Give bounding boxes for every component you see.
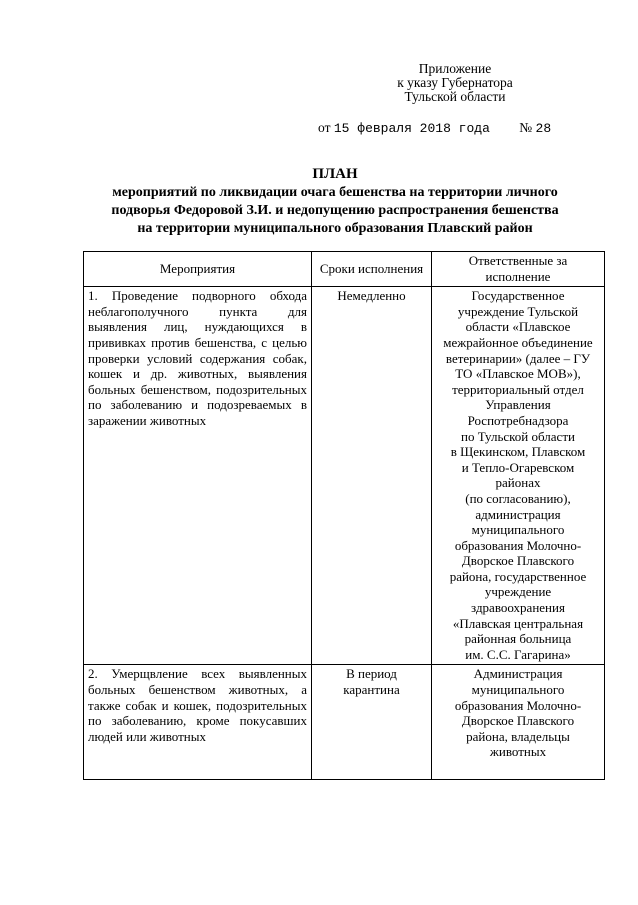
annex-note (380, 62, 530, 104)
plan-title (70, 165, 600, 238)
responsible-line: и Тепло-Огаревском (461, 459, 575, 475)
responsible-line: районах (495, 475, 541, 491)
measure-cell: 1. Проведение подворного обхода неблагополучного пункта для выявления лиц, нуждающихся в прививках против бешенства, с целью проверки условий содержания собак, кошек и др. животных, выявления больных бешенством, подозрительных по заболеванию и подозреваемых в заражении животных (84, 287, 312, 665)
responsible-line: Дворское Плавского (461, 713, 575, 729)
responsible-line: районная больница (464, 631, 572, 647)
header-terms: Сроки исполнения (312, 252, 432, 287)
responsible-line: учреждение (484, 584, 552, 600)
responsible-line: ТО «Плавское МОВ»), (455, 366, 581, 382)
decree-number-label: № (519, 120, 533, 135)
responsible-line: образования Молочно- (454, 697, 582, 713)
responsible-line: (по согласованию), (465, 490, 571, 506)
responsible-cell (432, 665, 605, 780)
responsible-line: муниципального (471, 522, 565, 538)
responsible-line: «Плавская центральная (452, 615, 584, 631)
responsible-line: ветеринарии» (далее – ГУ (445, 350, 591, 366)
plan-title-line: мероприятий по ликвидации очага бешенства на территории личного (112, 185, 558, 200)
responsible-line: им. С.С. Гагарина» (465, 646, 571, 662)
table-row (84, 287, 605, 665)
term-line: карантина (343, 682, 400, 698)
responsible-line: территориальный отдел (452, 381, 584, 397)
responsible-line: здравоохранения (471, 600, 565, 616)
responsible-line: Администрация (473, 666, 563, 682)
responsible-line: Управления (485, 397, 551, 413)
responsible-line: муниципального (471, 682, 565, 698)
decree-date: 15 февраля 2018 года (333, 121, 490, 136)
term-cell: Немедленно (312, 287, 432, 665)
responsible-line: области «Плавское (465, 319, 571, 335)
decree-from-label: от (318, 120, 331, 135)
term-cell (312, 665, 432, 780)
responsible-line: администрация (475, 506, 561, 522)
responsible-line: Дворское Плавского (461, 553, 575, 569)
annex-line: к указу Губернатора (397, 75, 513, 90)
responsible-line: межрайонное объединение (443, 334, 593, 350)
header-responsible: Ответственные за исполнение (432, 252, 605, 287)
plan-title-main: ПЛАН (312, 166, 358, 182)
annex-line: Тульской области (404, 89, 506, 104)
responsible-line: района, государственное (449, 568, 587, 584)
plan-table (83, 251, 605, 780)
responsible-line: образования Молочно- (454, 537, 582, 553)
decree-number: 28 (535, 121, 552, 136)
annex-line: Приложение (418, 61, 492, 76)
responsible-line: учреждение Тульской (457, 303, 579, 319)
term-line: В период (346, 666, 397, 682)
header-measures: Мероприятия (84, 252, 312, 287)
responsible-line: по Тульской области (461, 428, 575, 444)
responsible-cell (432, 287, 605, 665)
responsible-line: в Щекинском, Плавском (450, 444, 586, 460)
plan-title-line: на территории муниципального образования Плавский район (137, 221, 533, 236)
responsible-line: животных (489, 744, 547, 760)
plan-title-line: подворья Федоровой З.И. и недопущению распространения бешенства (111, 203, 559, 218)
table-row (84, 665, 605, 780)
responsible-line: Роспотребнадзора (467, 412, 569, 428)
responsible-line: Государственное (471, 288, 565, 304)
responsible-line: района, владельцы (466, 728, 570, 744)
table-header-row (84, 252, 605, 287)
decree-date-number (318, 120, 551, 136)
measure-cell: 2. Умерщвление всех выявленных больных бешенством животных, а также собак и кошек, подозрительных по заболеванию, кроме покусавших людей или животных (84, 665, 312, 780)
